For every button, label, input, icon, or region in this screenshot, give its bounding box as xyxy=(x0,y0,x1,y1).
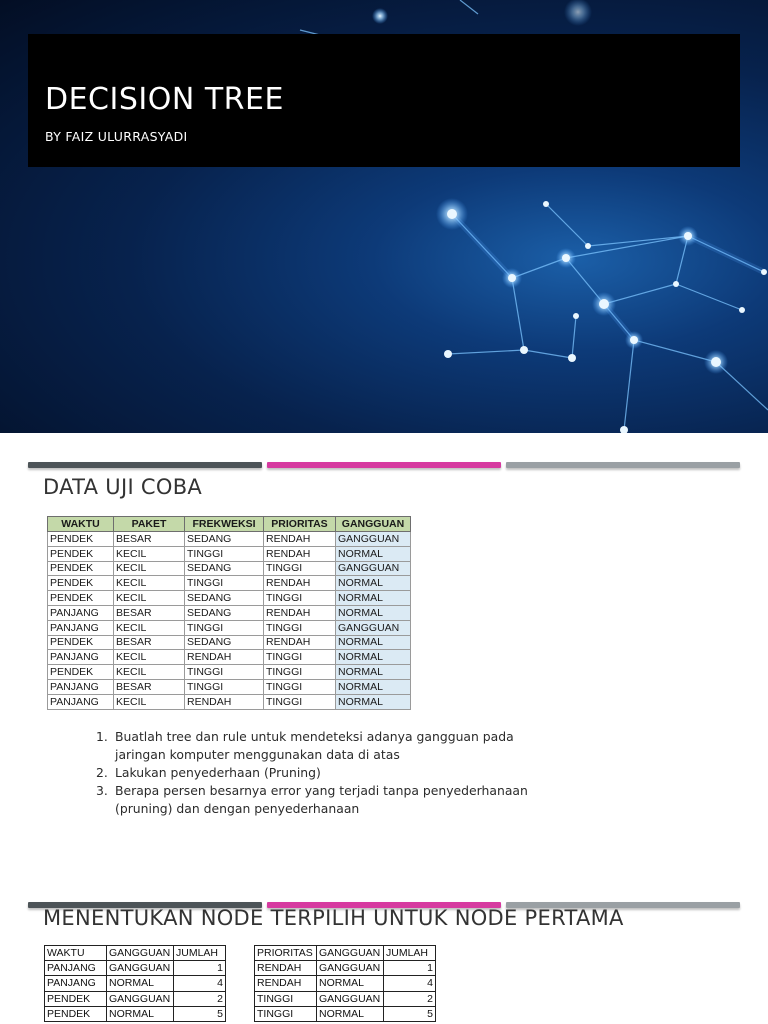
table-cell: 1 xyxy=(174,961,226,976)
table-cell: KECIL xyxy=(114,665,185,680)
task-number: 2. xyxy=(96,765,108,780)
table-cell: PANJANG xyxy=(45,976,107,991)
table-cell: SEDANG xyxy=(185,591,264,606)
table-cell: BESAR xyxy=(114,532,185,547)
table-cell: RENDAH xyxy=(185,694,264,709)
table-cell: TINGGI xyxy=(185,546,264,561)
table-cell: PRIORITAS xyxy=(255,946,317,961)
table-cell: TINGGI xyxy=(185,576,264,591)
table-cell: TINGGI xyxy=(264,694,336,709)
table-cell: GANGGUAN xyxy=(336,561,411,576)
table-cell: TINGGI xyxy=(264,650,336,665)
table-row xyxy=(45,976,226,991)
table-cell: TINGGI xyxy=(185,679,264,694)
waktu-count-table xyxy=(44,945,226,1022)
table-header-cell: WAKTU xyxy=(48,517,114,532)
table-cell: PANJANG xyxy=(48,620,114,635)
table-row xyxy=(255,991,436,1006)
table-cell: PENDEK xyxy=(48,576,114,591)
table-cell: NORMAL xyxy=(336,605,411,620)
table-cell: PANJANG xyxy=(45,961,107,976)
table-row xyxy=(255,1006,436,1021)
table-cell: PENDEK xyxy=(48,665,114,680)
table-cell: NORMAL xyxy=(336,650,411,665)
table-row xyxy=(48,576,411,591)
table-cell: NORMAL xyxy=(336,591,411,606)
table-cell: PANJANG xyxy=(48,650,114,665)
table-cell: TINGGI xyxy=(264,591,336,606)
table-cell: RENDAH xyxy=(255,976,317,991)
table-row xyxy=(48,635,411,650)
table-cell: PENDEK xyxy=(48,635,114,650)
task-number: 1. xyxy=(96,729,108,744)
table-cell: NORMAL xyxy=(336,665,411,680)
table-cell: JUMLAH xyxy=(384,946,436,961)
table-cell: GANGGUAN xyxy=(107,961,174,976)
task-text: Buatlah tree dan rule untuk mendeteksi adanya gangguan pada jaringan komputer menggunakan data di atas xyxy=(115,729,514,762)
table-cell: TINGGI xyxy=(264,620,336,635)
table-cell: GANGGUAN xyxy=(317,961,384,976)
task-item xyxy=(96,728,536,764)
table-row xyxy=(255,976,436,991)
task-number: 3. xyxy=(96,783,108,798)
table-row xyxy=(48,561,411,576)
table-row xyxy=(45,961,226,976)
accent-bar-gray xyxy=(506,462,740,468)
slide-node-terpilih xyxy=(0,873,768,1024)
task-text: Lakukan penyederhaan (Pruning) xyxy=(115,765,321,780)
table-cell: TINGGI xyxy=(255,1006,317,1021)
table-cell: TINGGI xyxy=(264,665,336,680)
slide-heading: DATA UJI COBA xyxy=(43,475,203,499)
table-row xyxy=(48,694,411,709)
table-cell: GANGGUAN xyxy=(336,620,411,635)
table-cell: RENDAH xyxy=(264,546,336,561)
table-cell: 5 xyxy=(384,1006,436,1021)
table-cell: NORMAL xyxy=(336,635,411,650)
table-cell: PANJANG xyxy=(48,679,114,694)
table-cell: KECIL xyxy=(114,694,185,709)
table-cell: RENDAH xyxy=(264,635,336,650)
table-cell: PANJANG xyxy=(48,605,114,620)
table-cell: NORMAL xyxy=(107,976,174,991)
table-row xyxy=(48,650,411,665)
table-cell: RENDAH xyxy=(255,961,317,976)
table-cell: SEDANG xyxy=(185,561,264,576)
table-cell: TINGGI xyxy=(264,679,336,694)
table-cell: KECIL xyxy=(114,650,185,665)
table-cell: GANGGUAN xyxy=(317,991,384,1006)
table-row xyxy=(48,546,411,561)
table-header-row xyxy=(45,946,226,961)
presentation-subtitle: BY FAIZ ULURRASYADI xyxy=(45,129,188,144)
table-cell: GANGGUAN xyxy=(336,532,411,547)
table-cell: GANGGUAN xyxy=(107,991,174,1006)
table-cell: PENDEK xyxy=(45,1006,107,1021)
table-cell: RENDAH xyxy=(264,605,336,620)
task-item xyxy=(96,764,536,782)
table-header-cell: PAKET xyxy=(114,517,185,532)
accent-bar-magenta xyxy=(267,462,501,468)
table-cell: RENDAH xyxy=(185,650,264,665)
table-cell: NORMAL xyxy=(336,694,411,709)
title-slide xyxy=(0,0,768,433)
table-cell: BESAR xyxy=(114,679,185,694)
table-cell: SEDANG xyxy=(185,635,264,650)
table-cell: PENDEK xyxy=(48,546,114,561)
task-list xyxy=(96,728,536,818)
table-header-row xyxy=(255,946,436,961)
table-header-cell: FREKWEKSI xyxy=(185,517,264,532)
table-row xyxy=(48,665,411,680)
slide-data-uji-coba xyxy=(0,433,768,873)
accent-bar-dark xyxy=(28,462,262,468)
table-cell: BESAR xyxy=(114,635,185,650)
table-cell: TINGGI xyxy=(185,665,264,680)
table-cell: RENDAH xyxy=(264,532,336,547)
table-cell: TINGGI xyxy=(264,561,336,576)
table-row xyxy=(45,991,226,1006)
table-header-cell: PRIORITAS xyxy=(264,517,336,532)
table-cell: SEDANG xyxy=(185,532,264,547)
table-cell: KECIL xyxy=(114,620,185,635)
table-cell: PENDEK xyxy=(45,991,107,1006)
title-box xyxy=(28,34,740,167)
table-cell: WAKTU xyxy=(45,946,107,961)
table-cell: NORMAL xyxy=(107,1006,174,1021)
table-cell: NORMAL xyxy=(317,1006,384,1021)
table-header-cell: GANGGUAN xyxy=(336,517,411,532)
task-item xyxy=(96,782,536,818)
table-cell: BESAR xyxy=(114,605,185,620)
table-row xyxy=(48,532,411,547)
table-cell: 1 xyxy=(384,961,436,976)
table-row xyxy=(48,679,411,694)
table-row xyxy=(48,620,411,635)
table-cell: JUMLAH xyxy=(174,946,226,961)
table-cell: PENDEK xyxy=(48,532,114,547)
table-cell: GANGGUAN xyxy=(317,946,384,961)
table-cell: GANGGUAN xyxy=(107,946,174,961)
table-cell: KECIL xyxy=(114,591,185,606)
table-cell: RENDAH xyxy=(264,576,336,591)
table-row xyxy=(48,605,411,620)
table-cell: 4 xyxy=(384,976,436,991)
table-cell: KECIL xyxy=(114,546,185,561)
table-cell: NORMAL xyxy=(336,546,411,561)
table-cell: PANJANG xyxy=(48,694,114,709)
table-cell: SEDANG xyxy=(185,605,264,620)
presentation-title: DECISION TREE xyxy=(45,82,284,117)
table-row xyxy=(48,591,411,606)
table-cell: PENDEK xyxy=(48,591,114,606)
table-cell: TINGGI xyxy=(255,991,317,1006)
table-cell: NORMAL xyxy=(317,976,384,991)
table-cell: 4 xyxy=(174,976,226,991)
task-text: Berapa persen besarnya error yang terjadi tanpa penyederhanaan (pruning) dan dengan penyederhanaan xyxy=(115,783,528,816)
table-cell: TINGGI xyxy=(185,620,264,635)
table-row xyxy=(255,961,436,976)
table-cell: 5 xyxy=(174,1006,226,1021)
table-cell: NORMAL xyxy=(336,679,411,694)
table-row xyxy=(45,1006,226,1021)
table-cell: KECIL xyxy=(114,561,185,576)
table-cell: 2 xyxy=(384,991,436,1006)
prioritas-count-table xyxy=(254,945,436,1022)
table-cell: PENDEK xyxy=(48,561,114,576)
table-cell: NORMAL xyxy=(336,576,411,591)
table-cell: 2 xyxy=(174,991,226,1006)
table-cell: KECIL xyxy=(114,576,185,591)
slide-heading: MENENTUKAN NODE TERPILIH UNTUK NODE PERTAMA xyxy=(43,906,624,930)
data-table xyxy=(47,516,411,710)
